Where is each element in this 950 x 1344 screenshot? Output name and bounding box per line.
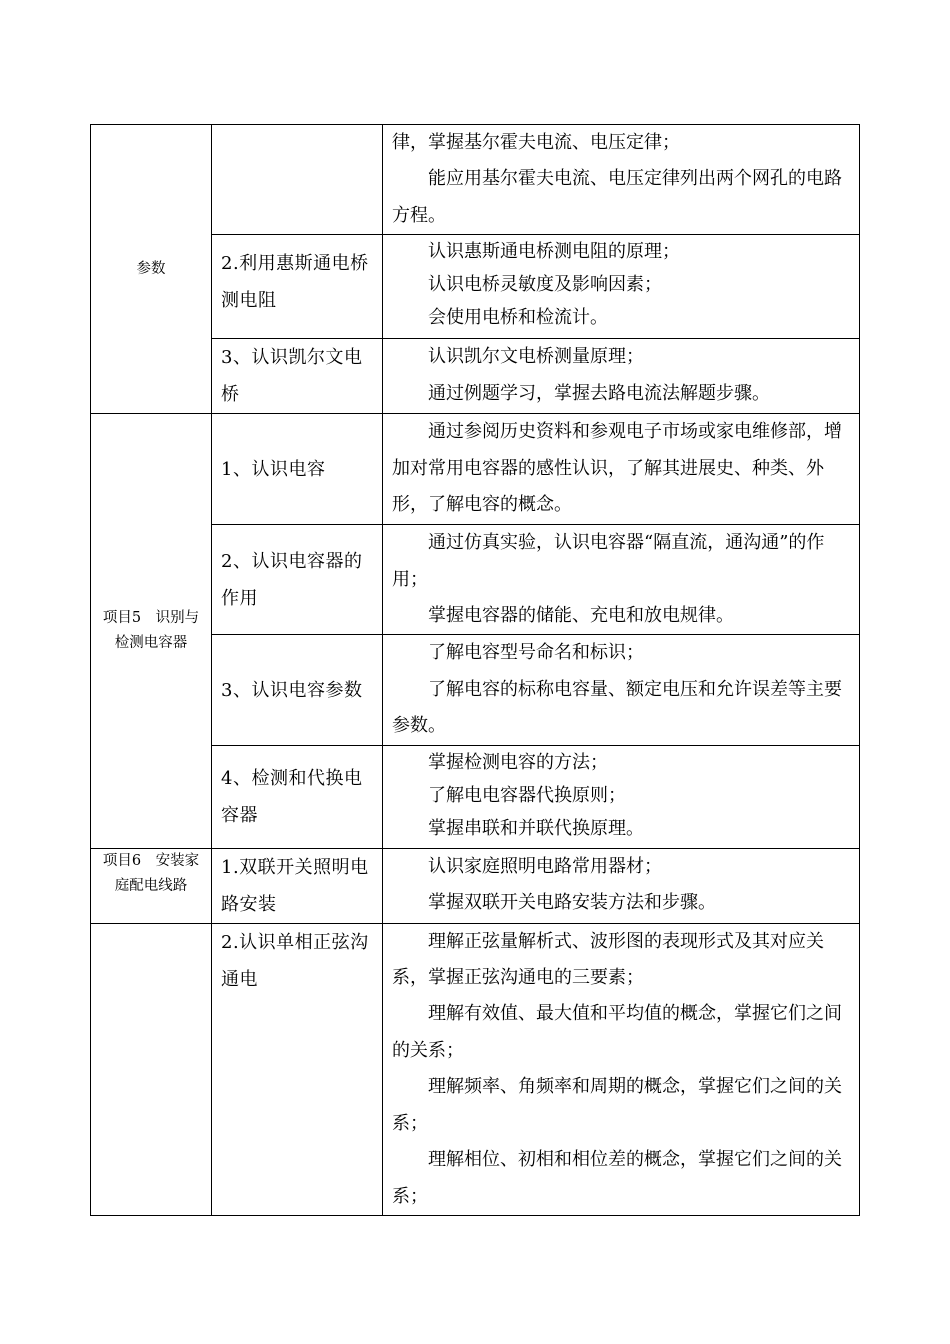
content-line: 了解电容的标称电容量、额定电压和允许误差等主要参数。 [392, 678, 842, 737]
task-cell [212, 923, 383, 1215]
project-cell [91, 848, 212, 923]
content-line: 认识凯尔文电桥测量原理； [428, 346, 644, 368]
task-cell [212, 125, 383, 235]
table-row [91, 848, 860, 923]
table-row [91, 923, 860, 1215]
content-cell [383, 235, 860, 339]
content-line: 了解电电容器代换原则； [428, 784, 626, 806]
curriculum-table [90, 124, 860, 1216]
task-label: 2、认识电容器的作用 [221, 550, 363, 609]
task-cell [212, 848, 383, 923]
project-label: 参数 [136, 260, 166, 277]
content-line: 掌握双联开关电路安装方法和步骤。 [428, 892, 716, 914]
content-line: 理解正弦量解析式、波形图的表现形式及其对应关系，掌握正弦沟通电的三要素； [392, 930, 824, 989]
content-line: 理解频率、角频率和周期的概念，掌握它们之间的关系； [392, 1076, 842, 1134]
content-cell [383, 923, 860, 1215]
content-line: 掌握检测电容的方法； [428, 751, 608, 773]
project-cell [91, 414, 212, 848]
task-cell [212, 235, 383, 339]
content-line: 理解相位、初相和相位差的概念，掌握它们之间的关系； [392, 1149, 842, 1207]
content-line: 通过参阅历史资料和参观电子市场或家电维修部，增加对常用电容器的感性认识，了解其进展史、种类、外形，了解电容的概念。 [392, 421, 842, 516]
task-cell [212, 414, 383, 525]
content-cell [383, 848, 860, 923]
table-row [91, 125, 860, 235]
content-line: 律，掌握基尔霍夫电流、电压定律； [392, 132, 680, 153]
content-line: 认识家庭照明电路常用器材； [428, 855, 662, 877]
content-line: 能应用基尔霍夫电流、电压定律列出两个网孔的电路方程。 [392, 168, 842, 226]
content-cell [383, 414, 860, 525]
task-cell [212, 745, 383, 848]
content-cell [383, 525, 860, 635]
content-line: 认识惠斯通电桥测电阻的原理； [428, 241, 680, 263]
content-line: 理解有效值、最大值和平均值的概念，掌握它们之间的关系； [392, 1003, 842, 1061]
task-label: 3、认识电容参数 [221, 679, 363, 701]
task-cell [212, 339, 383, 414]
task-label: 3、认识凯尔文电桥 [221, 347, 363, 406]
content-line: 通过仿真实验，认识电容器“隔直流，通沟通”的作用； [392, 532, 825, 590]
project-cell [91, 125, 212, 414]
table-row [91, 414, 860, 525]
project-label: 项目6 安装家庭配电线路 [102, 852, 200, 894]
content-line: 通过例题学习，掌握去路电流法解题步骤。 [428, 382, 770, 404]
content-line: 掌握电容器的储能、充电和放电规律。 [428, 605, 734, 627]
content-line: 认识电桥灵敏度及影响因素； [428, 274, 662, 296]
content-cell [383, 339, 860, 414]
task-label: 1、认识电容 [221, 458, 326, 480]
task-cell [212, 525, 383, 635]
task-label: 4、检测和代换电容器 [221, 767, 363, 826]
task-cell [212, 635, 383, 745]
project-cell [91, 923, 212, 1215]
content-line: 会使用电桥和检流计。 [428, 307, 608, 329]
project-label: 项目5 识别与检测电容器 [102, 609, 200, 651]
task-label: 1.双联开关照明电路安装 [221, 856, 369, 915]
content-cell [383, 635, 860, 745]
content-line: 掌握串联和并联代换原理。 [428, 817, 644, 839]
content-cell [383, 125, 860, 235]
content-cell [383, 745, 860, 848]
content-line: 了解电容型号命名和标识； [428, 642, 644, 664]
task-label: 2.认识单相正弦沟通电 [221, 931, 369, 990]
task-label: 2.利用惠斯通电桥测电阻 [221, 253, 369, 312]
